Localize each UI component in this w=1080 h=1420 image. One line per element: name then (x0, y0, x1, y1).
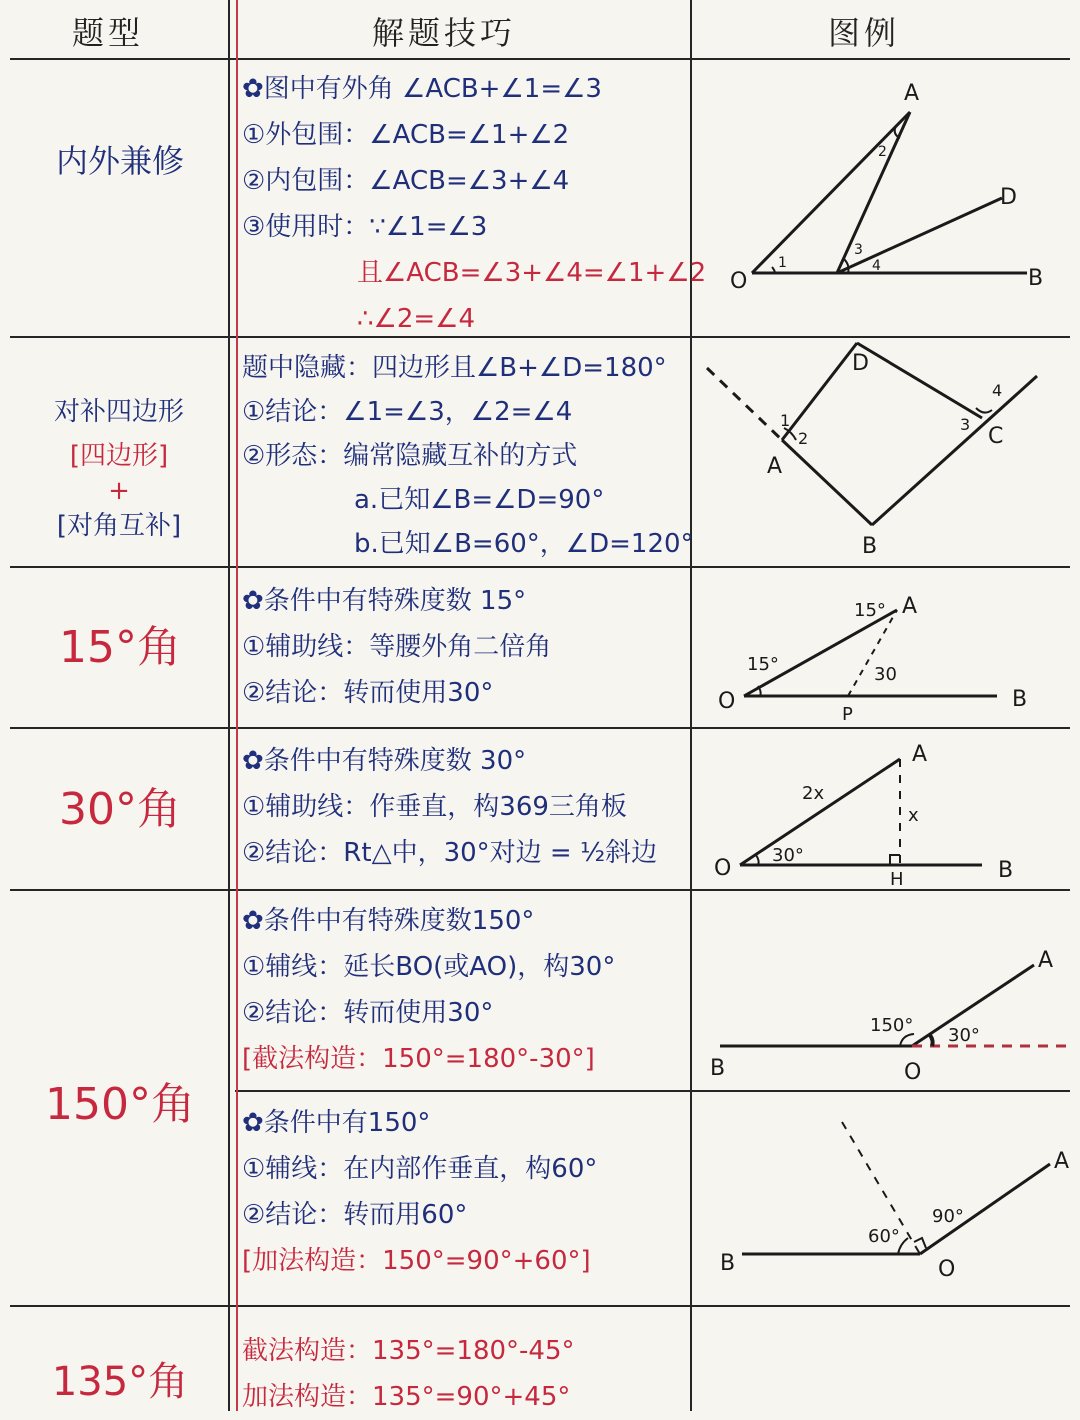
label-H: H (890, 869, 904, 889)
label-A: A (904, 81, 920, 106)
technique-line: ②形态：编常隐藏互补的方式 (242, 441, 578, 471)
technique-line: ①辅线：延长BO(或AO)，构30° (242, 952, 616, 982)
technique-line: ①外包围：∠ACB=∠1+∠2 (242, 120, 570, 150)
label-O: O (730, 269, 748, 294)
technique-line: ①结论：∠1=∠3，∠2=∠4 (242, 397, 573, 427)
grid-line (228, 0, 230, 1411)
grid-line (10, 1305, 1070, 1307)
technique-line: ②结论：转而使用30° (242, 678, 494, 708)
technique-line: ③使用时：∵∠1=∠3 (242, 212, 488, 242)
angle-4: 4 (992, 381, 1003, 400)
label-A: A (767, 454, 783, 479)
grid-line (236, 0, 238, 1411)
technique-line: ✿条件中有150° (242, 1108, 431, 1138)
angle-2: 2 (878, 144, 887, 160)
label-C: C (988, 424, 1004, 449)
technique-block (242, 578, 687, 716)
type-label (14, 390, 224, 548)
label-A: A (1038, 948, 1054, 973)
label-A: A (902, 594, 918, 619)
technique-line: 截法构造：135°=180°-45° (242, 1336, 575, 1366)
type-line: 对补四边形 (53, 397, 184, 427)
label-P: P (842, 704, 853, 725)
angle-3: 3 (960, 415, 971, 434)
technique-line: [加法构造：150°=90°+60°] (242, 1246, 591, 1276)
technique-line: ②结论：Rt△中，30°对边 = ½斜边 (242, 838, 658, 868)
type-label: 30°角 (59, 784, 181, 835)
technique-line: ✿图中有外角 ∠ACB+∠1=∠3 (242, 74, 602, 104)
label-B: B (998, 858, 1014, 883)
label-B: B (1012, 687, 1028, 712)
type-label: 15°角 (59, 622, 181, 673)
technique-line: ②结论：转而使用30° (242, 998, 494, 1028)
angle-60: 60° (868, 1226, 900, 1247)
technique-line: ①辅助线：作垂直，构369三角板 (242, 792, 627, 822)
type-line: [四边形] (69, 441, 169, 471)
technique-line: ①辅助线：等腰外角二倍角 (242, 632, 552, 662)
technique-block (242, 1100, 687, 1284)
technique-block (242, 346, 694, 566)
technique-line: a.已知∠B=∠D=90° (354, 485, 605, 515)
technique-line: 且∠ACB=∠3+∠4=∠1+∠2 (357, 258, 707, 288)
figure-cyclic-quadrilateral (692, 338, 1070, 566)
label-O: O (904, 1060, 922, 1085)
type-line: [对角互补] (56, 511, 182, 541)
label-A: A (912, 742, 928, 767)
figure-30-degree (692, 729, 1070, 889)
header-example: 图例 (828, 14, 901, 52)
technique-line: ∴∠2=∠4 (357, 304, 476, 334)
technique-line: [截法构造：150°=180°-30°] (242, 1044, 595, 1074)
technique-line: ✿条件中有特殊度数 30° (242, 746, 527, 776)
header-type: 题型 (72, 14, 145, 52)
figure-150-subtraction (692, 891, 1070, 1090)
angle-15-a: 15° (854, 600, 886, 621)
label-B: B (1028, 266, 1044, 291)
angle-3: 3 (854, 242, 863, 258)
type-label: 内外兼修 (55, 142, 184, 180)
angle-15-o: 15° (747, 654, 779, 675)
angle-4: 4 (872, 258, 881, 274)
technique-line: ②结论：转而用60° (242, 1200, 468, 1230)
figure-150-addition (692, 1092, 1070, 1305)
type-label: 150°角 (45, 1079, 195, 1130)
label-D: D (1000, 185, 1017, 210)
technique-line: 加法构造：135°=90°+45° (242, 1382, 571, 1412)
angle-1: 1 (780, 411, 791, 430)
angle-90: 90° (932, 1206, 964, 1227)
figure-15-degree (692, 568, 1070, 726)
side-2x: 2x (802, 783, 825, 804)
type-label: 135°角 (51, 1359, 189, 1405)
technique-line: ✿条件中有特殊度数150° (242, 906, 535, 936)
angle-1: 1 (778, 255, 787, 271)
label-B: B (710, 1056, 726, 1081)
angle-150: 150° (870, 1015, 914, 1036)
angle-2: 2 (798, 429, 809, 448)
figure-exterior-angle (692, 60, 1070, 336)
technique-line: ②内包围：∠ACB=∠3+∠4 (242, 166, 570, 196)
technique-block (242, 66, 707, 342)
technique-block (242, 1328, 687, 1420)
side-x: x (908, 805, 919, 826)
angle-30: 30° (772, 845, 804, 866)
label-B: B (862, 534, 878, 559)
label-O: O (718, 689, 736, 714)
technique-line: ①辅线：在内部作垂直，构60° (242, 1154, 598, 1184)
technique-block (242, 738, 687, 876)
label-O: O (938, 1257, 956, 1282)
label-A: A (1054, 1149, 1070, 1174)
technique-line: b.已知∠B=60°，∠D=120° (354, 529, 694, 559)
type-line: + (108, 476, 130, 506)
header-technique: 解题技巧 (372, 14, 517, 52)
angle-30: 30 (874, 664, 897, 685)
angle-30: 30° (948, 1025, 980, 1046)
technique-block (242, 898, 687, 1082)
technique-line: 题中隐藏：四边形且∠B+∠D=180° (242, 353, 667, 383)
label-D: D (852, 351, 869, 376)
label-B: B (720, 1251, 736, 1276)
label-O: O (714, 856, 732, 881)
technique-line: ✿条件中有特殊度数 15° (242, 586, 527, 616)
